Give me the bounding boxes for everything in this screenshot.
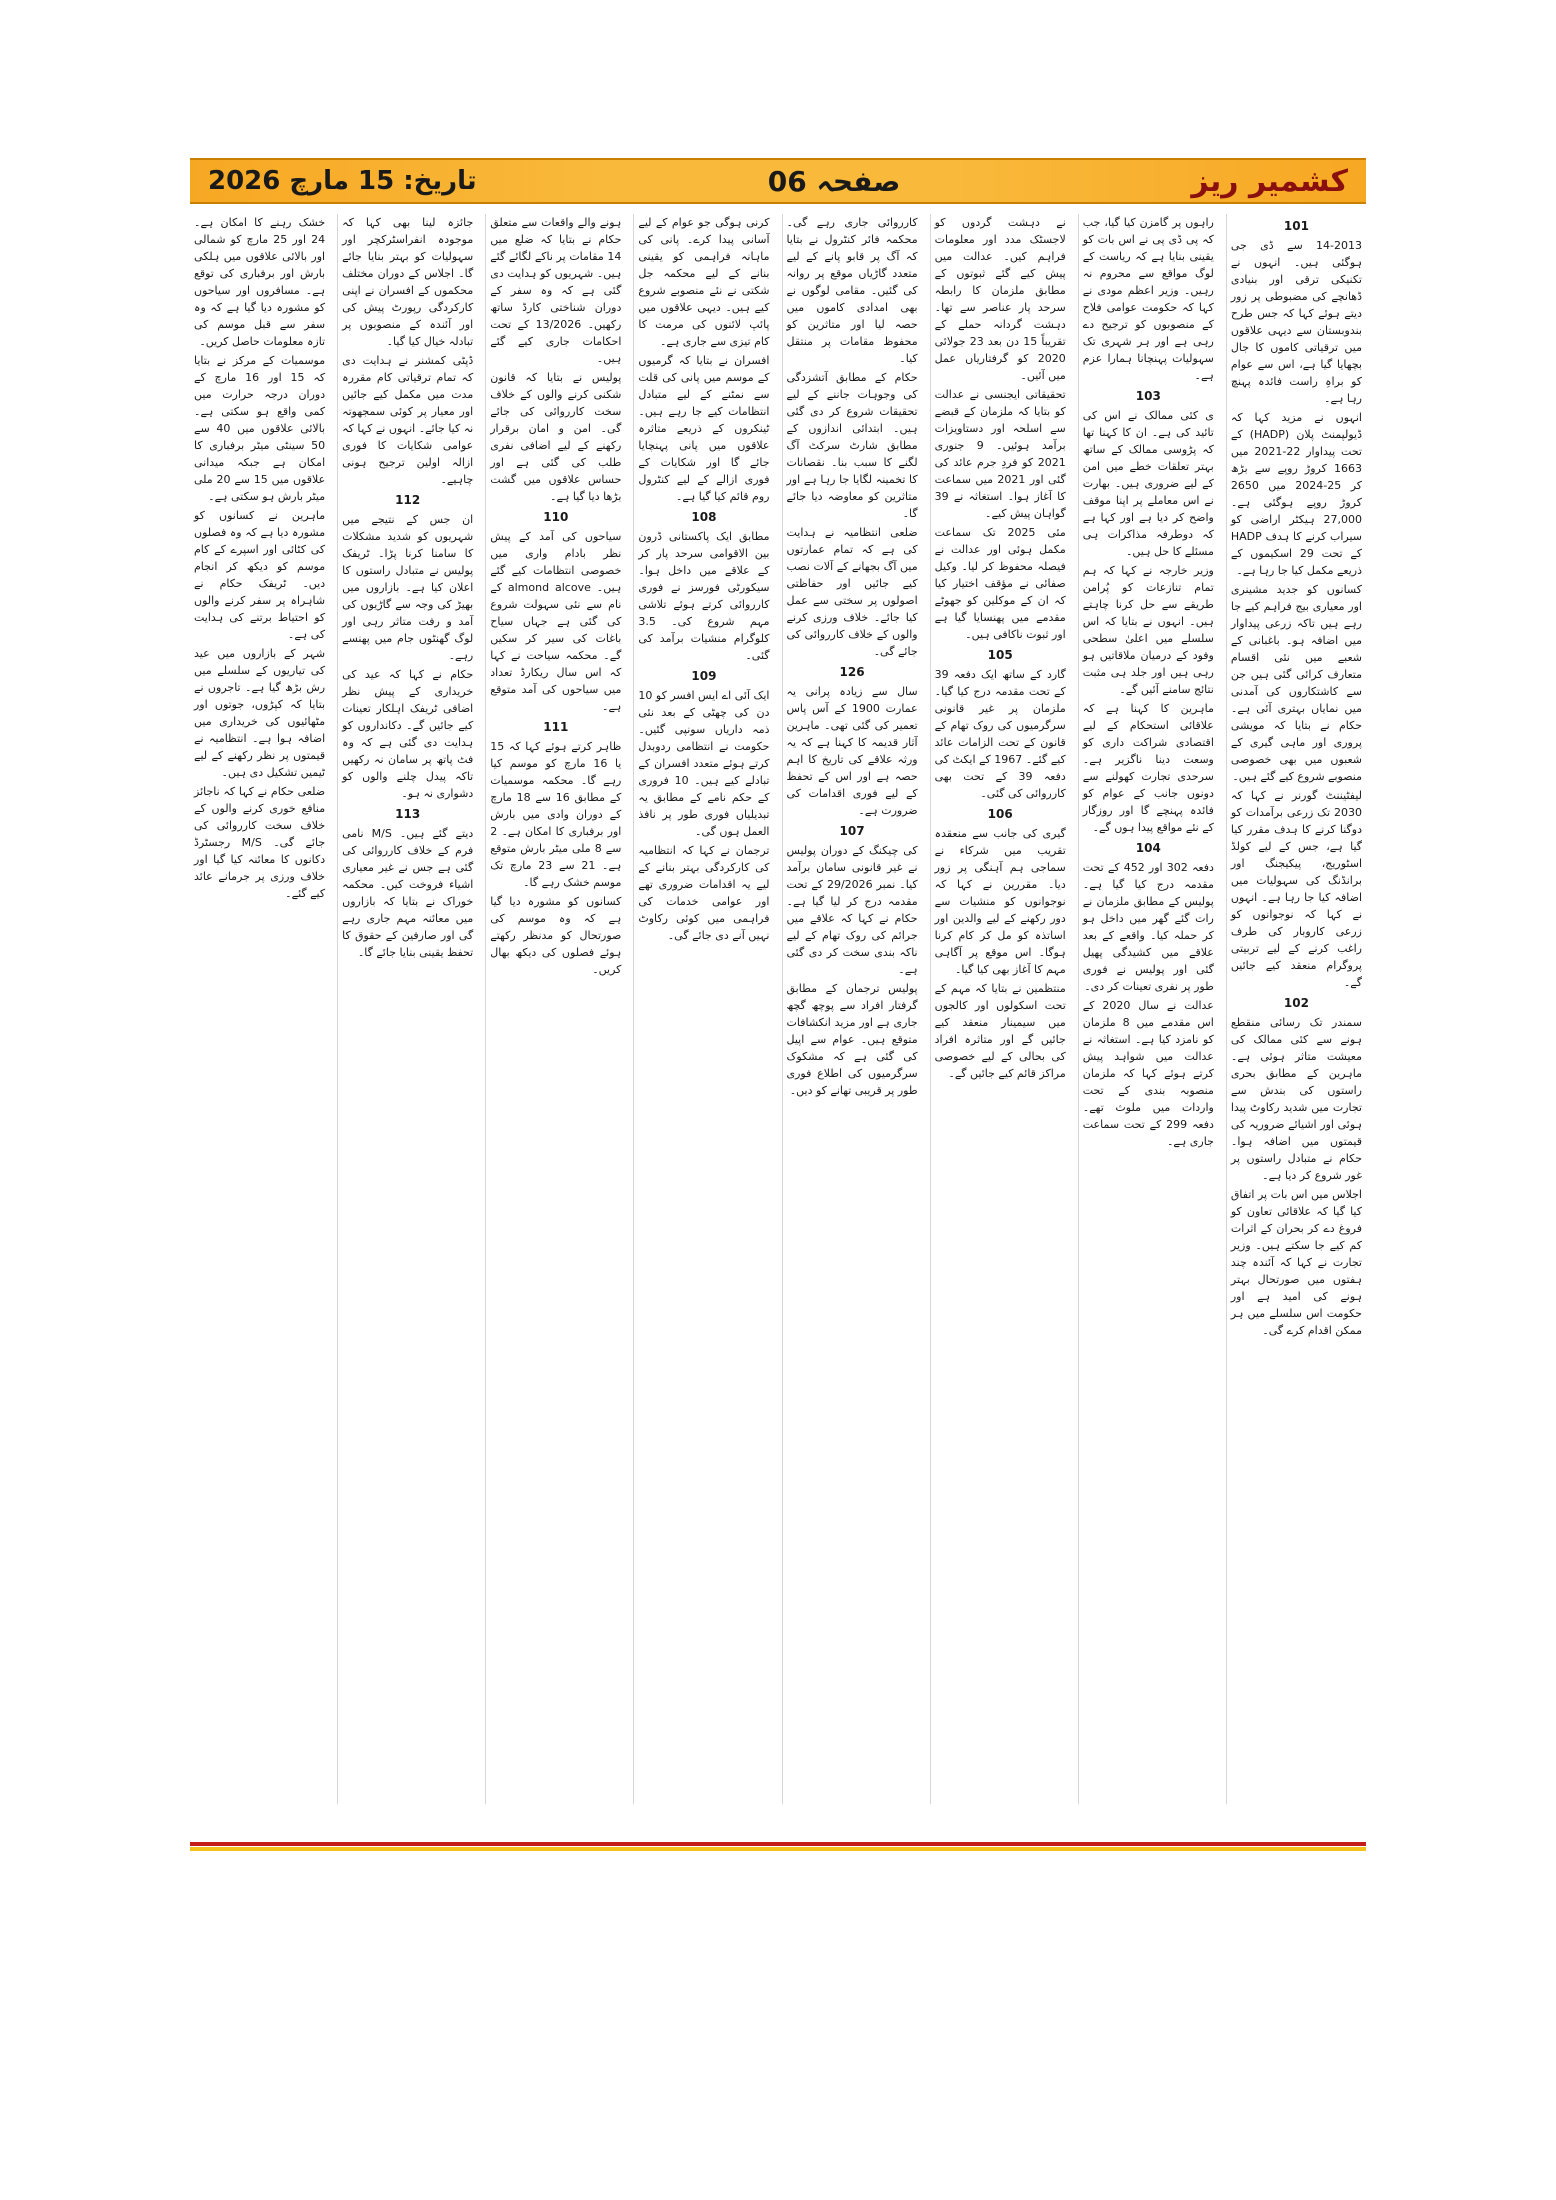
story-paragraph: مئی 2025 تک سماعت مکمل ہوئی اور عدالت نے فیصلہ محفوظ کر لیا۔ وکیل صفائی نے مؤقف اختیار کیا کہ ان کے موکلین کو جھوٹے مقدمے میں پھنسایا گیا ہے اور ثبوت ناکافی ہیں۔: [934, 526, 1066, 641]
story-paragraph: راہوں پر گامزن کیا گیا، جب کہ پی ڈی پی نے اس بات کو یقینی بنایا ہے کہ ریاست کے لوگ مواقع سے محروم نہ رہیں۔ وزیر اعظم مودی نے کہا کہ حکومت عوامی فلاح کے منصوبوں کو ترجیح دے رہی ہے اور ہر شہری تک سہولیات پہنچانا ہمارا عزم ہے۔: [1082, 216, 1214, 382]
issue-date: تاریخ: 15 مارچ 2026: [208, 166, 477, 196]
story-paragraph: کسانوں کو جدید مشینری اور معیاری بیج فراہم کیے جا رہے ہیں تاکہ زرعی پیداوار میں اضافہ ہو۔ باغبانی کے شعبے میں نئی اقسام متعارف کرائی گئی ہیں جن سے کاشتکاروں کی آمدنی میں نمایاں بہتری آئی ہے۔ حکام نے بتایا کہ مویشی پروری اور ماہی گیری کے شعبوں میں بھی خصوصی منصوبے شروع کیے گئے ہیں۔: [1230, 583, 1362, 783]
story-paragraph: کی چیکنگ کے دوران پولیس نے غیر قانونی سامان برآمد کیا۔ نمبر 29/2026 کے تحت مقدمہ درج کر لیا گیا ہے۔ حکام نے کہا کہ علاقے میں جرائم کی روک تھام کے لیے ناکہ بندی سخت کر دی گئی ہے۔: [786, 844, 918, 976]
story-paragraph: دفعہ 302 اور 452 کے تحت مقدمہ درج کیا گیا ہے۔ پولیس کے مطابق ملزمان نے رات گئے گھر میں داخل ہو کر حملہ کیا۔ واقعے کے بعد علاقے میں کشیدگی پھیل گئی اور پولیس نے فوری طور پر نفری تعینات کر دی۔: [1082, 861, 1214, 993]
news-column: [337, 214, 477, 1804]
story-paragraph: منتظمین نے بتایا کہ مہم کے تحت اسکولوں اور کالجوں میں سیمینار منعقد کیے جائیں گے اور متاثرہ افراد کی بحالی کے لیے خصوصی مراکز قائم کیے جائیں گے۔: [934, 982, 1066, 1080]
masthead-title: کشمیر ریز: [1191, 163, 1348, 199]
story-paragraph: وزیر خارجہ نے کہا کہ ہم تمام تنازعات کو پُرامن طریقے سے حل کرنا چاہتے ہیں۔ انہوں نے بتایا کہ اس سلسلے میں اعلیٰ سطحی وفود کے درمیان ملاقاتیں ہو رہی ہیں اور جلد ہی مثبت نتائج سامنے آئیں گے۔: [1082, 564, 1214, 696]
story-number: 103: [1135, 389, 1161, 403]
story-paragraph: خشک رہنے کا امکان ہے۔ 24 اور 25 مارچ کو شمالی اور بالائی علاقوں میں ہلکی بارش اور برفباری کی توقع ہے۔ مسافروں اور سیاحوں کو مشورہ دیا گیا ہے کہ وہ سفر سے قبل موسم کی تازہ معلومات حاصل کریں۔: [194, 216, 326, 348]
news-column: [190, 214, 329, 1804]
story-paragraph: ضلعی انتظامیہ نے ہدایت کی ہے کہ تمام عمارتوں میں آگ بجھانے کے آلات نصب کیے جائیں اور حفاظتی اصولوں پر سختی سے عمل کیا جائے۔ خلاف ورزی کرنے والوں کے خلاف کارروائی کی جائے گی۔: [786, 526, 918, 658]
story-number: 104: [1135, 841, 1161, 855]
story-paragraph: موسمیات کے مرکز نے بتایا کہ 15 اور 16 مارچ کے دوران درجہ حرارت میں کمی واقع ہو سکتی ہے۔ بالائی علاقوں میں 40 سے 50 سینٹی میٹر برفباری کا امکان ہے جبکہ میدانی علاقوں میں 15 سے 20 ملی میٹر بارش ہو سکتی ہے۔: [194, 354, 326, 503]
story-paragraph: انہوں نے مزید کہا کہ ڈیولپمنٹ پلان (HADP) کے تحت پیداوار 22-2021 میں 1663 کروڑ روپے سے بڑھ کر 25-2024 میں 2650 کروڑ روپے ہوگئی ہے۔ 27,000 ہیکٹر اراضی کو سیراب کرنے کا ہدف HADP کے تحت 29 اسکیموں کے ذریعے مکمل کیا جا رہا ہے۔: [1230, 411, 1363, 577]
story-number: 108: [691, 510, 717, 524]
story-number: 106: [987, 807, 1013, 821]
story-paragraph: اجلاس میں اس بات پر اتفاق کیا گیا کہ علاقائی تعاون کو فروغ دے کر بحران کے اثرات کم کیے جا سکتے ہیں۔ وزیر تجارت نے کہا کہ آئندہ چند ہفتوں میں صورتحال بہتر ہونے کی امید ہے اور حکومت اس سلسلے میں ہر ممکن اقدام کرے گی۔: [1230, 1188, 1362, 1337]
story-number: 111: [543, 720, 569, 734]
story-paragraph: لیفٹیننٹ گورنر نے کہا کہ 2030 تک زرعی برآمدات کو دوگنا کرنے کا ہدف مقرر کیا گیا ہے، جس کے لیے کولڈ اسٹوریج، پیکیجنگ اور برانڈنگ کی سہولیات میں اضافہ کیا جا رہا ہے۔ انہوں نے کہا کہ نوجوانوں کو زرعی کاروبار کی طرف راغب کرنے کے لیے تربیتی پروگرام منعقد کیے جائیں گے۔: [1230, 789, 1362, 989]
news-column: [782, 214, 922, 1804]
news-column: [930, 214, 1070, 1804]
news-column: [1078, 214, 1218, 1804]
story-number: 113: [395, 807, 421, 821]
story-paragraph: گارد کے ساتھ ایک دفعہ 39 کے تحت مقدمہ درج کیا گیا۔ ملزمان پر غیر قانونی سرگرمیوں کی روک تھام کے قانون کے تحت الزامات عائد کیے گئے۔ 1967 کے ایکٹ کی دفعہ 39 کے تحت بھی کارروائی کی گئی۔: [934, 668, 1066, 800]
story-number: 112: [395, 493, 421, 507]
story-paragraph: پولیس نے بتایا کہ قانون شکنی کرنے والوں کے خلاف سخت کارروائی کی جائے گی۔ امن و امان برقرار رکھنے کے لیے اضافی نفری طلب کی گئی ہے اور حساس علاقوں میں گشت بڑھا دیا گیا ہے۔: [490, 371, 622, 503]
story-number: 102: [1283, 996, 1309, 1010]
story-paragraph: جائزہ لینا بھی کہا کہ موجودہ انفراسٹرکچر اور سہولیات کو بہتر بنایا جائے گا۔ اجلاس کے دوران مختلف محکموں کے افسران نے اپنی کارکردگی رپورٹ پیش کی اور آئندہ کے منصوبوں پر تبادلہ خیال کیا گیا۔: [342, 216, 474, 348]
story-paragraph: 14-2013 سے ڈی جی ہوگئی ہیں۔ انہوں نے تکنیکی ترقی اور بنیادی ڈھانچے کی مضبوطی پر زور دیتے ہوئے کہا کہ جس طرح بندوبستان سے دیہی علاقوں میں ترقیاتی کاموں کا جال بچھایا گیا ہے، اس سے عوام کو براہِ راست فائدہ پہنچ رہا ہے۔: [1230, 239, 1362, 405]
news-column: [485, 214, 625, 1804]
story-number: 107: [839, 824, 865, 838]
story-paragraph: ماہرین کا کہنا ہے کہ علاقائی استحکام کے لیے اقتصادی شراکت داری کو وسعت دینا ناگزیر ہے۔ سرحدی تجارت کھولنے سے دونوں جانب کے عوام کو فائدہ پہنچے گا اور روزگار کے نئے مواقع پیدا ہوں گے۔: [1082, 702, 1214, 834]
news-column: [1226, 214, 1366, 1804]
story-paragraph: سمندر تک رسائی منقطع ہونے سے کئی ممالک کی معیشت متاثر ہوئی ہے۔ ماہرین کے مطابق بحری راستوں کی بندش سے تجارت میں شدید رکاوٹ پیدا ہوئی اور اشیائے ضروریہ کی قیمتوں میں اضافہ ہوا۔ حکام نے متبادل راستوں پر غور شروع کر دیا ہے۔: [1230, 1016, 1362, 1182]
story-paragraph: ہونے والے واقعات سے متعلق حکام نے بتایا کہ ضلع میں 14 مقامات پر ناکے لگائے گئے ہیں۔ شہریوں کو ہدایت دی گئی ہے کہ وہ سفر کے دوران شناختی کارڈ ساتھ رکھیں۔ 13/2026 کے تحت احکامات جاری کیے گئے ہیں۔: [490, 216, 622, 365]
story-paragraph: کارروائی جاری رہے گی۔ محکمہ فائر کنٹرول نے بتایا کہ آگ پر قابو پانے کے لیے متعدد گاڑیاں موقع پر روانہ کی گئیں۔ مقامی لوگوں نے بھی امدادی کاموں میں حصہ لیا اور متاثرین کو محفوظ مقامات پر منتقل کیا۔: [786, 216, 918, 365]
story-paragraph: مطابق ایک پاکستانی ڈرون بین الاقوامی سرحد پار کر کے علاقے میں داخل ہوا۔ سیکورٹی فورسز نے فوری کارروائی کرتے ہوئے تلاشی مہم شروع کی۔ 3.5 کلوگرام منشیات برآمد کی گئی۔: [638, 530, 770, 662]
story-paragraph: ڈپٹی کمشنر نے ہدایت دی کہ تمام ترقیاتی کام مقررہ مدت میں مکمل کیے جائیں اور معیار پر کوئی سمجھوتہ نہ کیا جائے۔ انہوں نے کہا کہ عوامی شکایات کا فوری ازالہ اولین ترجیح ہونی چاہیے۔: [342, 354, 474, 486]
story-paragraph: سال سے زیادہ پرانی یہ عمارت 1900 کے آس پاس تعمیر کی گئی تھی۔ ماہرین آثار قدیمہ کا کہنا ہے کہ یہ ورثہ علاقے کی تاریخ کا اہم حصہ ہے اور اس کے تحفظ کے لیے فوری اقدامات کی ضرورت ہے۔: [786, 685, 918, 817]
story-paragraph: حکام نے کہا کہ عید کی خریداری کے پیش نظر اضافی ٹریفک اہلکار تعینات کیے جائیں گے۔ دکانداروں کو ہدایت دی گئی ہے کہ وہ فٹ پاتھ پر سامان نہ رکھیں تاکہ پیدل چلنے والوں کو دشواری نہ ہو۔: [342, 668, 474, 800]
story-number: 101: [1283, 219, 1309, 233]
story-number: 110: [543, 510, 569, 524]
story-paragraph: ایک آئی اے ایس افسر کو 10 دن کی چھٹی کے بعد نئی ذمہ داریاں سونپی گئیں۔ حکومت نے انتظامی ردوبدل کرتے ہوئے متعدد افسران کے تبادلے کیے ہیں۔ 10 فروری کے حکم نامے کے مطابق یہ تبدیلیاں فوری طور پر نافذ العمل ہوں گی۔: [638, 689, 770, 838]
news-column: [633, 214, 773, 1804]
story-number: 109: [691, 669, 717, 683]
story-paragraph: عدالت نے سال 2020 کے اس مقدمے میں 8 ملزمان کو نامزد کیا ہے۔ استغاثہ نے عدالت میں شواہد پیش کرتے ہوئے کہا کہ ملزمان منصوبہ بندی کے تحت واردات میں ملوث تھے۔ دفعہ 299 کے تحت سماعت جاری ہے۔: [1082, 999, 1214, 1148]
page-number: صفحہ 06: [767, 164, 901, 198]
story-paragraph: حکام کے مطابق آتشزدگی کی وجوہات جاننے کے لیے تحقیقات شروع کر دی گئی ہیں۔ ابتدائی اندازوں کے مطابق شارٹ سرکٹ آگ لگنے کا سبب بنا۔ نقصانات کا تخمینہ لگایا جا رہا ہے اور متاثرین کو معاوضہ دیا جائے گا۔: [786, 371, 918, 520]
story-paragraph: ماہرین نے کسانوں کو مشورہ دیا ہے کہ وہ فصلوں کی کٹائی اور اسپرے کے کام موسم کو دیکھ کر انجام دیں۔ ٹریفک حکام نے شاہراہ پر سفر کرنے والوں کو احتیاط برتنے کی ہدایت کی ہے۔: [194, 509, 326, 641]
story-paragraph: افسران نے بتایا کہ گرمیوں کے موسم میں پانی کی قلت سے نمٹنے کے لیے متبادل انتظامات کیے جا رہے ہیں۔ ٹینکروں کے ذریعے متاثرہ علاقوں میں پانی پہنچایا جائے گا اور شکایات کے فوری ازالے کے لیے کنٹرول روم قائم کیا گیا ہے۔: [638, 354, 770, 503]
story-paragraph: سیاحوں کی آمد کے پیش نظر بادام واری میں خصوصی انتظامات کیے گئے ہیں۔ almond alcove کے نام سے نئی سہولت شروع کی گئی ہے جہاں سیاح باغات کی سیر کر سکیں گے۔ محکمہ سیاحت نے کہا کہ اس سال ریکارڈ تعداد میں سیاحوں کی آمد متوقع ہے۔: [490, 530, 622, 713]
story-paragraph: ی کئی ممالک نے اس کی تائید کی ہے۔ ان کا کہنا تھا کہ پڑوسی ممالک کے ساتھ بہتر تعلقات خطے میں امن کے لیے ضروری ہیں۔ بھارت نے اس معاملے پر اپنا موقف واضح کر دیا ہے اور کہا ہے کہ دوطرفہ مذاکرات ہی مسئلے کا حل ہیں۔: [1082, 409, 1214, 558]
story-paragraph: شہر کے بازاروں میں عید کی تیاریوں کے سلسلے میں رش بڑھ گیا ہے۔ تاجروں نے بتایا کہ کپڑوں، جوتوں اور مٹھائیوں کی خریداری میں اضافہ ہوا ہے۔ انتظامیہ نے قیمتوں پر نظر رکھنے کے لیے ٹیمیں تشکیل دی ہیں۔: [194, 647, 326, 779]
story-paragraph: نے دہشت گردوں کو لاجسٹک مدد اور معلومات فراہم کیں۔ عدالت میں پیش کیے گئے ثبوتوں کے مطابق ملزمان کا رابطہ سرحد پار عناصر سے تھا۔ دہشت گردانہ حملے کے تقریباً 15 دن بعد 23 جولائی 2020 کو گرفتاریاں عمل میں آئیں۔: [934, 216, 1066, 382]
story-number: 105: [987, 648, 1013, 662]
footer-rule-red: [190, 1842, 1366, 1846]
story-paragraph: ترجمان نے کہا کہ انتظامیہ کی کارکردگی بہتر بنانے کے لیے یہ اقدامات ضروری تھے اور عوامی خدمات کی فراہمی میں کوئی رکاوٹ نہیں آنے دی جائے گی۔: [638, 844, 770, 942]
news-columns: [190, 214, 1366, 1804]
page-header: [190, 158, 1366, 204]
story-paragraph: ظاہر کرتے ہوئے کہا کہ 15 یا 16 مارچ کو موسم کیا رہے گا۔ محکمہ موسمیات کے مطابق 16 سے 18 مارچ کے دوران وادی میں بارش اور برفباری کا امکان ہے۔ 2 سے 8 ملی میٹر بارش متوقع ہے۔ 21 سے 23 مارچ تک موسم خشک رہے گا۔: [490, 740, 622, 889]
story-number: 126: [839, 665, 865, 679]
story-paragraph: ضلعی حکام نے کہا کہ ناجائز منافع خوری کرنے والوں کے خلاف سخت کارروائی کی جائے گی۔ M/S رجسٹرڈ دکانوں کا معائنہ کیا گیا اور خلاف ورزی پر جرمانے عائد کیے گئے۔: [194, 785, 326, 900]
story-paragraph: کرنی ہوگی جو عوام کے لیے آسانی پیدا کرے۔ پانی کی ماہانہ فراہمی کو یقینی بنانے کے لیے محکمہ جل شکتی نے نئے منصوبے شروع کیے ہیں۔ دیہی علاقوں میں پائپ لائنوں کی مرمت کا کام تیزی سے جاری ہے۔: [638, 216, 770, 348]
story-paragraph: ان جس کے نتیجے میں شہریوں کو شدید مشکلات کا سامنا کرنا پڑا۔ ٹریفک پولیس نے متبادل راستوں کا اعلان کیا ہے۔ بازاروں میں بھیڑ کی وجہ سے گاڑیوں کی آمد و رفت متاثر رہی اور لوگ گھنٹوں جام میں پھنسے رہے۔: [342, 513, 474, 662]
story-paragraph: دیتے گئے ہیں۔ M/S نامی فرم کے خلاف کارروائی کی گئی ہے جس نے غیر معیاری اشیاء فروخت کیں۔ محکمہ خوراک نے بتایا کہ بازاروں میں معائنہ مہم جاری رہے گی اور صارفین کے حقوق کا تحفظ یقینی بنایا جائے گا۔: [342, 827, 474, 959]
story-paragraph: کسانوں کو مشورہ دیا گیا ہے کہ وہ موسم کی صورتحال کو مدنظر رکھتے ہوئے فصلوں کی دیکھ بھال کریں۔: [490, 895, 622, 976]
footer-rule-yellow: [190, 1847, 1366, 1851]
story-paragraph: تحقیقاتی ایجنسی نے عدالت کو بتایا کہ ملزمان کے قبضے سے اسلحہ اور دستاویزات برآمد ہوئیں۔ 9 جنوری 2021 کو فردِ جرم عائد کی گئی اور 2021 میں سماعت کا آغاز ہوا۔ استغاثہ نے 39 گواہان پیش کیے۔: [934, 388, 1066, 520]
story-paragraph: پولیس ترجمان کے مطابق گرفتار افراد سے پوچھ گچھ جاری ہے اور مزید انکشافات متوقع ہیں۔ عوام سے اپیل کی گئی ہے کہ مشکوک سرگرمیوں کی اطلاع فوری طور پر قریبی تھانے کو دیں۔: [786, 982, 918, 1097]
story-paragraph: گیری کی جانب سے منعقدہ تقریب میں شرکاء نے سماجی ہم آہنگی پر زور دیا۔ مقررین نے کہا کہ نوجوانوں کو منشیات سے دور رکھنے کے لیے والدین اور اساتذہ کو مل کر کام کرنا ہوگا۔ اس موقع پر آگاہی مہم کا آغاز بھی کیا گیا۔: [934, 827, 1066, 976]
